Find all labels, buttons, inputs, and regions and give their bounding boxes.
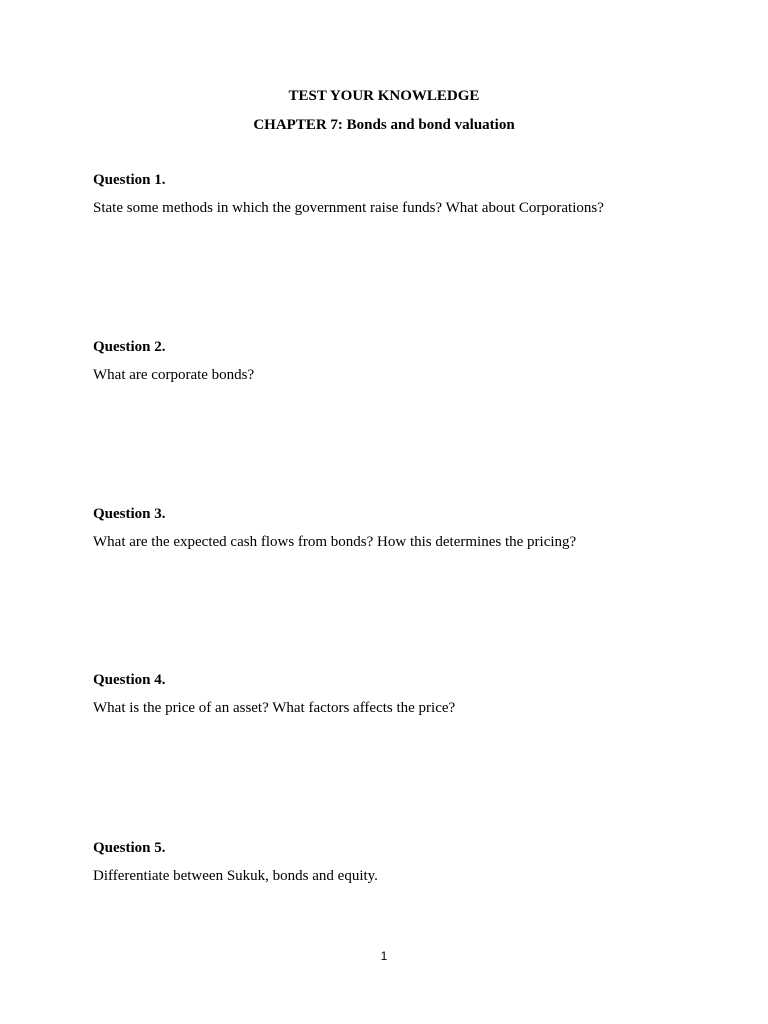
question-block-4 [93,671,693,717]
question-text: Differentiate between Sukuk, bonds and equity. [93,868,378,884]
question-heading: Question 5. [93,840,166,856]
question-heading: Question 3. [93,506,166,522]
question-text: What are the expected cash flows from bonds? How this determines the pricing? [93,534,577,550]
page-number: 1 [380,949,388,963]
question-text: What are corporate bonds? [93,367,255,383]
document-title: TEST YOUR KNOWLEDGE [288,88,480,104]
question-block-3 [93,505,693,551]
question-block-5 [93,839,693,885]
chapter-title: CHAPTER 7: Bonds and bond valuation [253,117,515,133]
question-heading: Question 1. [93,172,166,188]
question-text: State some methods in which the government raise funds? What about Corporations? [93,200,604,216]
question-heading: Question 2. [93,339,166,355]
question-heading: Question 4. [93,672,166,688]
question-block-2 [93,338,693,384]
question-text: What is the price of an asset? What factors affects the price? [93,700,456,716]
question-block-1 [93,171,693,217]
